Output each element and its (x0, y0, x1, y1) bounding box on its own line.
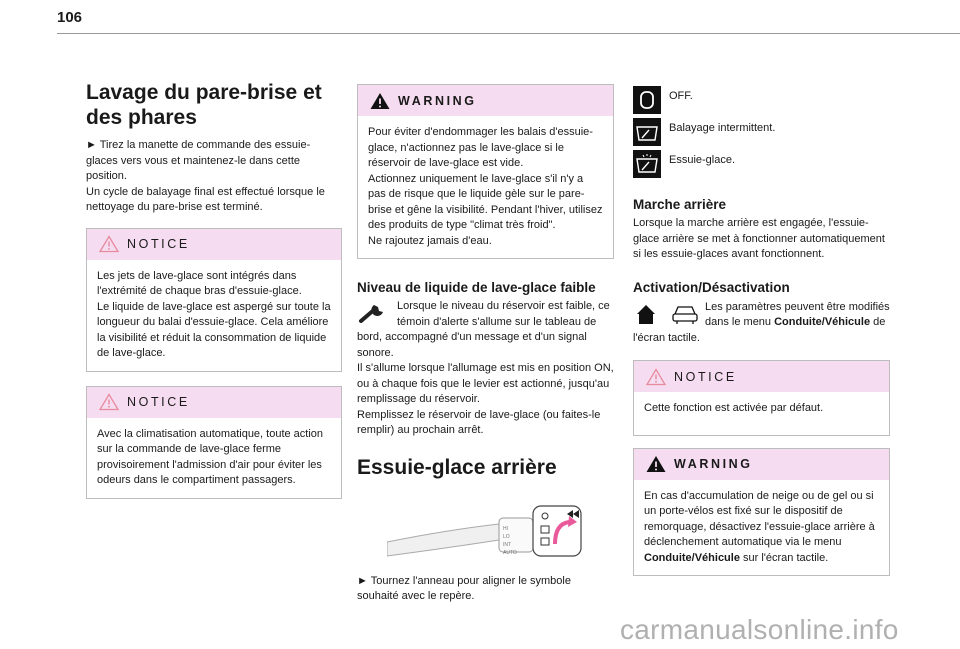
fluid-text: Il s'allume lorsque l'allumage est mis en position ON, ou à chaque fois que le levier est actionné, jusqu'au remplissage du réservoir. (357, 362, 614, 405)
warning-box (633, 448, 890, 577)
warning-text: Pour éviter d'endommager les balais d'essuie-glace, n'actionnez pas le lave-glace si le réservoir de lave-glace est vide. (368, 126, 593, 169)
wiper-stalk-illustration (387, 494, 587, 560)
activation-paragraph (633, 300, 890, 347)
notice-label: NOTICE (674, 369, 737, 384)
warning-suffix: sur l'écran tactile. (739, 551, 829, 564)
activation-text-lead: Les paramètres peuvent être modifiés dans le menu (705, 300, 890, 328)
wiper-intermittent-icon (633, 118, 661, 146)
notice-text: Les jets de lave-glace sont intégrés dans l'extrémité de chaque bras d'essuie-glace. (97, 269, 302, 297)
warning-header (358, 85, 613, 116)
fluid-paragraph (357, 299, 614, 439)
wrench-icon (357, 299, 391, 325)
reverse-text: Lorsque la marche arrière est engagée, l'essuie-glace arrière se met à fonctionner automatiquement si les essuie-glaces avant fonctionnent. (633, 217, 885, 260)
warning-label: WARNING (674, 457, 753, 471)
column-middle (357, 84, 614, 605)
warning-triangle-icon (370, 92, 390, 110)
warning-label: WARNING (398, 93, 477, 108)
warning-box (357, 84, 614, 259)
warning-text-lead: En cas d'accumulation de neige ou de gel ou si un porte-vélos est fixé sur le dispositif de remorquage, désactivez l'essuie-glace arrière à déclenchement automatique via le menu (644, 489, 875, 548)
fluid-text: Lorsque le niveau du réservoir est faible, ce témoin d'alerte s'allume sur le tableau de bord, accompagné d'un message et d'un signal sonore. (357, 300, 610, 359)
notice-box (86, 386, 342, 499)
mode-row-washer (633, 150, 890, 178)
stalk-auto-label: AUTO (503, 549, 517, 556)
menu-name: Conduite/Véhicule (644, 551, 740, 564)
column-left (86, 80, 342, 499)
page-number: 106 (57, 9, 83, 26)
notice-text: Avec la climatisation automatique, toute action sur la commande de lave-glace ferme provisoirement l'admission d'air pour éviter les odeurs dans le compartiment passagers. (97, 427, 324, 486)
notice-box (86, 228, 342, 372)
car-icon (673, 307, 697, 324)
instruction-text: ► Tirez la manette de commande des essuie-glaces vers vous et maintenez-le dans cette position. (86, 139, 311, 182)
wiper-off-icon (633, 86, 661, 114)
warning-text: Ne rajoutez jamais d'eau. (368, 234, 492, 247)
section-title: Lavage du pare-brise et des phares (86, 81, 322, 129)
mode-label: Balayage intermittent. (669, 122, 776, 134)
watermark: carmanualsonline.info (620, 614, 899, 645)
home-icon (637, 305, 655, 324)
notice-label: NOTICE (127, 395, 190, 409)
mode-row-intermittent (633, 118, 890, 146)
notice-text: Cette fonction est activée par défaut. (644, 402, 824, 414)
reverse-title: Marche arrière (633, 197, 727, 212)
column-right (633, 86, 890, 576)
mode-row-off (633, 86, 890, 114)
rear-instruction: ► Tournez l'anneau pour aligner le symbole souhaité avec le repère. (357, 574, 571, 602)
notice-triangle-icon (99, 393, 119, 411)
mode-label: OFF. (669, 90, 693, 102)
cycle-text: Un cycle de balayage final est effectué lorsque le nettoyage du pare-brise est terminé. (86, 185, 325, 213)
stalk-int-label: INT (503, 541, 512, 548)
warning-text: Actionnez uniquement le lave-glace s'il n'y a pas de risque que le liquide gèle sur le pare-brise et gêne la visibilité. Pendant l'hiver, utilisez des produits de type "climat très froid". (368, 172, 603, 231)
fluid-text: Remplissez le réservoir de lave-glace (ou faites-le remplir) au prochain arrêt. (357, 408, 601, 436)
fluid-level-title: Niveau de liquide de lave-glace faible (357, 280, 596, 295)
notice-box (633, 360, 890, 436)
menu-name: Conduite/Véhicule (774, 316, 871, 328)
notice-header (87, 229, 341, 260)
wiper-washer-icon (633, 150, 661, 178)
notice-header (87, 387, 341, 418)
activation-title: Activation/Désactivation (633, 279, 790, 295)
notice-text: Le liquide de lave-glace est aspergé sur toute la longueur du balai d'essuie-glace. Cela améliore la visibilité et réduit la consommation de liquide de lave-glace. (97, 300, 331, 359)
stalk-lo-label: LO (503, 533, 510, 540)
notice-header (634, 361, 889, 392)
activation-suffix: de l'écran tactile. (633, 316, 886, 344)
rear-wiper-title: Essuie-glace arrière (357, 455, 557, 479)
notice-label: NOTICE (127, 237, 190, 251)
warning-triangle-icon (646, 455, 666, 473)
mode-label: Essuie-glace. (669, 154, 736, 166)
warning-text (644, 489, 879, 567)
home-car-icons (633, 300, 699, 328)
notice-triangle-icon (99, 235, 119, 253)
notice-triangle-icon (646, 368, 666, 386)
warning-header (634, 449, 889, 480)
stalk-hi-label: HI (503, 525, 508, 532)
header-rule (57, 33, 960, 34)
